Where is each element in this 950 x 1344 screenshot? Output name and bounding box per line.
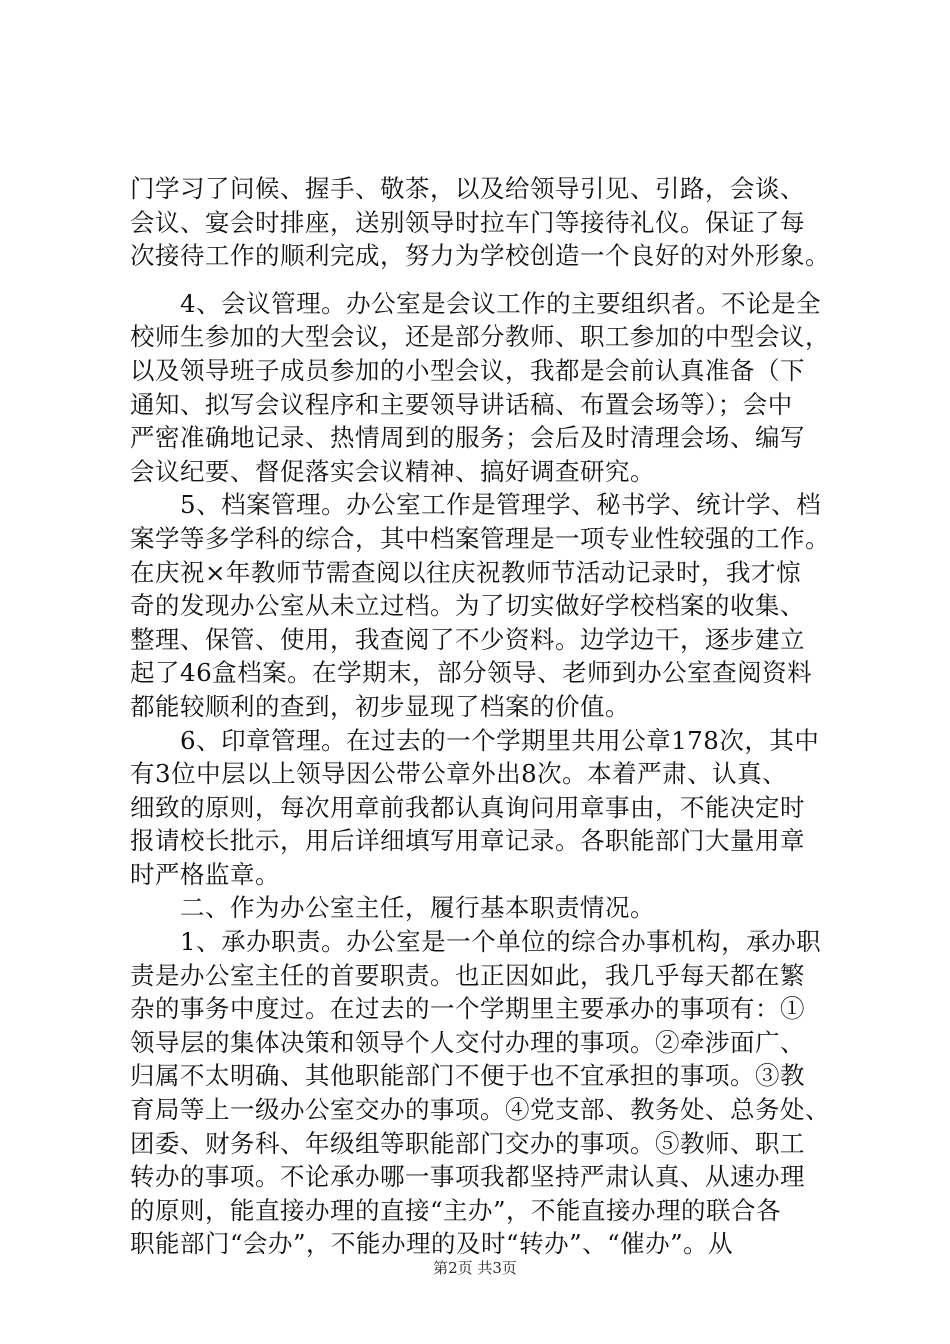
paragraph xyxy=(130,891,842,925)
text-line: 6、印章管理。在过去的一个学期里共用公章178次，其中 xyxy=(130,725,820,755)
text-line: 归属不太明确、其他职能部门不便于也不宜承担的事项。③教 xyxy=(130,1061,805,1091)
text-line: 会议、宴会时排座，送别领导时拉车门等接待礼仪。保证了每 xyxy=(130,207,805,237)
text-line: 时严格监章。 xyxy=(130,859,280,889)
text-line: 次接待工作的顺利完成，努力为学校创造一个良好的对外形象。 xyxy=(130,241,830,271)
paragraph xyxy=(130,925,842,1261)
text-line: 二、作为办公室主任，履行基本职责情况。 xyxy=(130,893,655,923)
text-line: 转办的事项。不论承办哪一事项我都坚持严肃认真、从速办理 xyxy=(130,1162,805,1192)
text-line: 的原则，能直接办理的直接“主办”，不能直接办理的联合各 xyxy=(130,1195,782,1225)
paragraph xyxy=(130,287,842,489)
text-line: 1、承办职责。办公室是一个单位的综合办事机构，承办职 xyxy=(130,927,822,957)
paragraph xyxy=(130,724,842,892)
paragraph xyxy=(130,488,842,723)
paragraph-gap xyxy=(130,273,842,287)
text-line: 都能较顺利的查到，初步显现了档案的价值。 xyxy=(130,691,630,721)
text-line: 职能部门“会办”，不能办理的及时“转办”、“催办”。从 xyxy=(130,1229,734,1259)
text-line: 严密准确地记录、热情周到的服务；会后及时清理会场、编写 xyxy=(130,423,805,453)
text-line: 门学习了问候、握手、敬茶，以及给领导引见、引路，会谈、 xyxy=(130,174,805,203)
text-line: 起了46盒档案。在学期末，部分领导、老师到办公室查阅资料 xyxy=(130,658,813,688)
page-footer: 第2页 共3页 xyxy=(433,1259,517,1277)
text-line: 在庆祝×年教师节需查阅以往庆祝教师节活动记录时，我才惊 xyxy=(130,557,802,587)
text-line: 细致的原则，每次用章前我都认真询问用章事由，不能决定时 xyxy=(130,792,805,822)
text-line: 4、会议管理。办公室是会议工作的主要组织者。不论是全 xyxy=(130,288,822,318)
document-body xyxy=(130,172,842,1261)
text-line: 以及领导班子成员参加的小型会议，我都是会前认真准备（下 xyxy=(130,355,805,385)
text-line: 通知、拟写会议程序和主要领导讲话稿、布置会场等）；会中 xyxy=(130,389,793,419)
text-line: 案学等多学科的综合，其中档案管理是一项专业性较强的工作。 xyxy=(130,523,830,553)
text-line: 责是办公室主任的首要职责。也正因如此，我几乎每天都在繁 xyxy=(130,960,805,990)
text-line: 5、档案管理。办公室工作是管理学、秘书学、统计学、档 xyxy=(130,490,822,520)
text-line: 奇的发现办公室从未立过档。为了切实做好学校档案的收集、 xyxy=(130,591,805,621)
text-line: 育局等上一级办公室交办的事项。④党支部、教务处、总务处、 xyxy=(130,1095,830,1125)
text-line: 杂的事务中度过。在过去的一个学期里主要承办的事项有：① xyxy=(130,994,805,1024)
paragraph xyxy=(130,172,842,273)
text-line: 领导层的集体决策和领导个人交付办理的事项。②牵涉面广、 xyxy=(130,1027,805,1057)
text-line: 会议纪要、督促落实会议精神、搞好调查研究。 xyxy=(130,456,655,486)
text-line: 团委、财务科、年级组等职能部门交办的事项。⑤教师、职工 xyxy=(130,1128,805,1158)
text-line: 校师生参加的大型会议，还是部分教师、职工参加的中型会议， xyxy=(130,322,830,352)
text-line: 整理、保管、使用，我查阅了不少资料。边学边干，逐步建立 xyxy=(130,624,805,654)
text-line: 有3位中层以上领导因公带公章外出8次。本着严肃、认真、 xyxy=(130,759,788,789)
text-line: 报请校长批示，用后详细填写用章记录。各职能部门大量用章 xyxy=(130,826,805,856)
